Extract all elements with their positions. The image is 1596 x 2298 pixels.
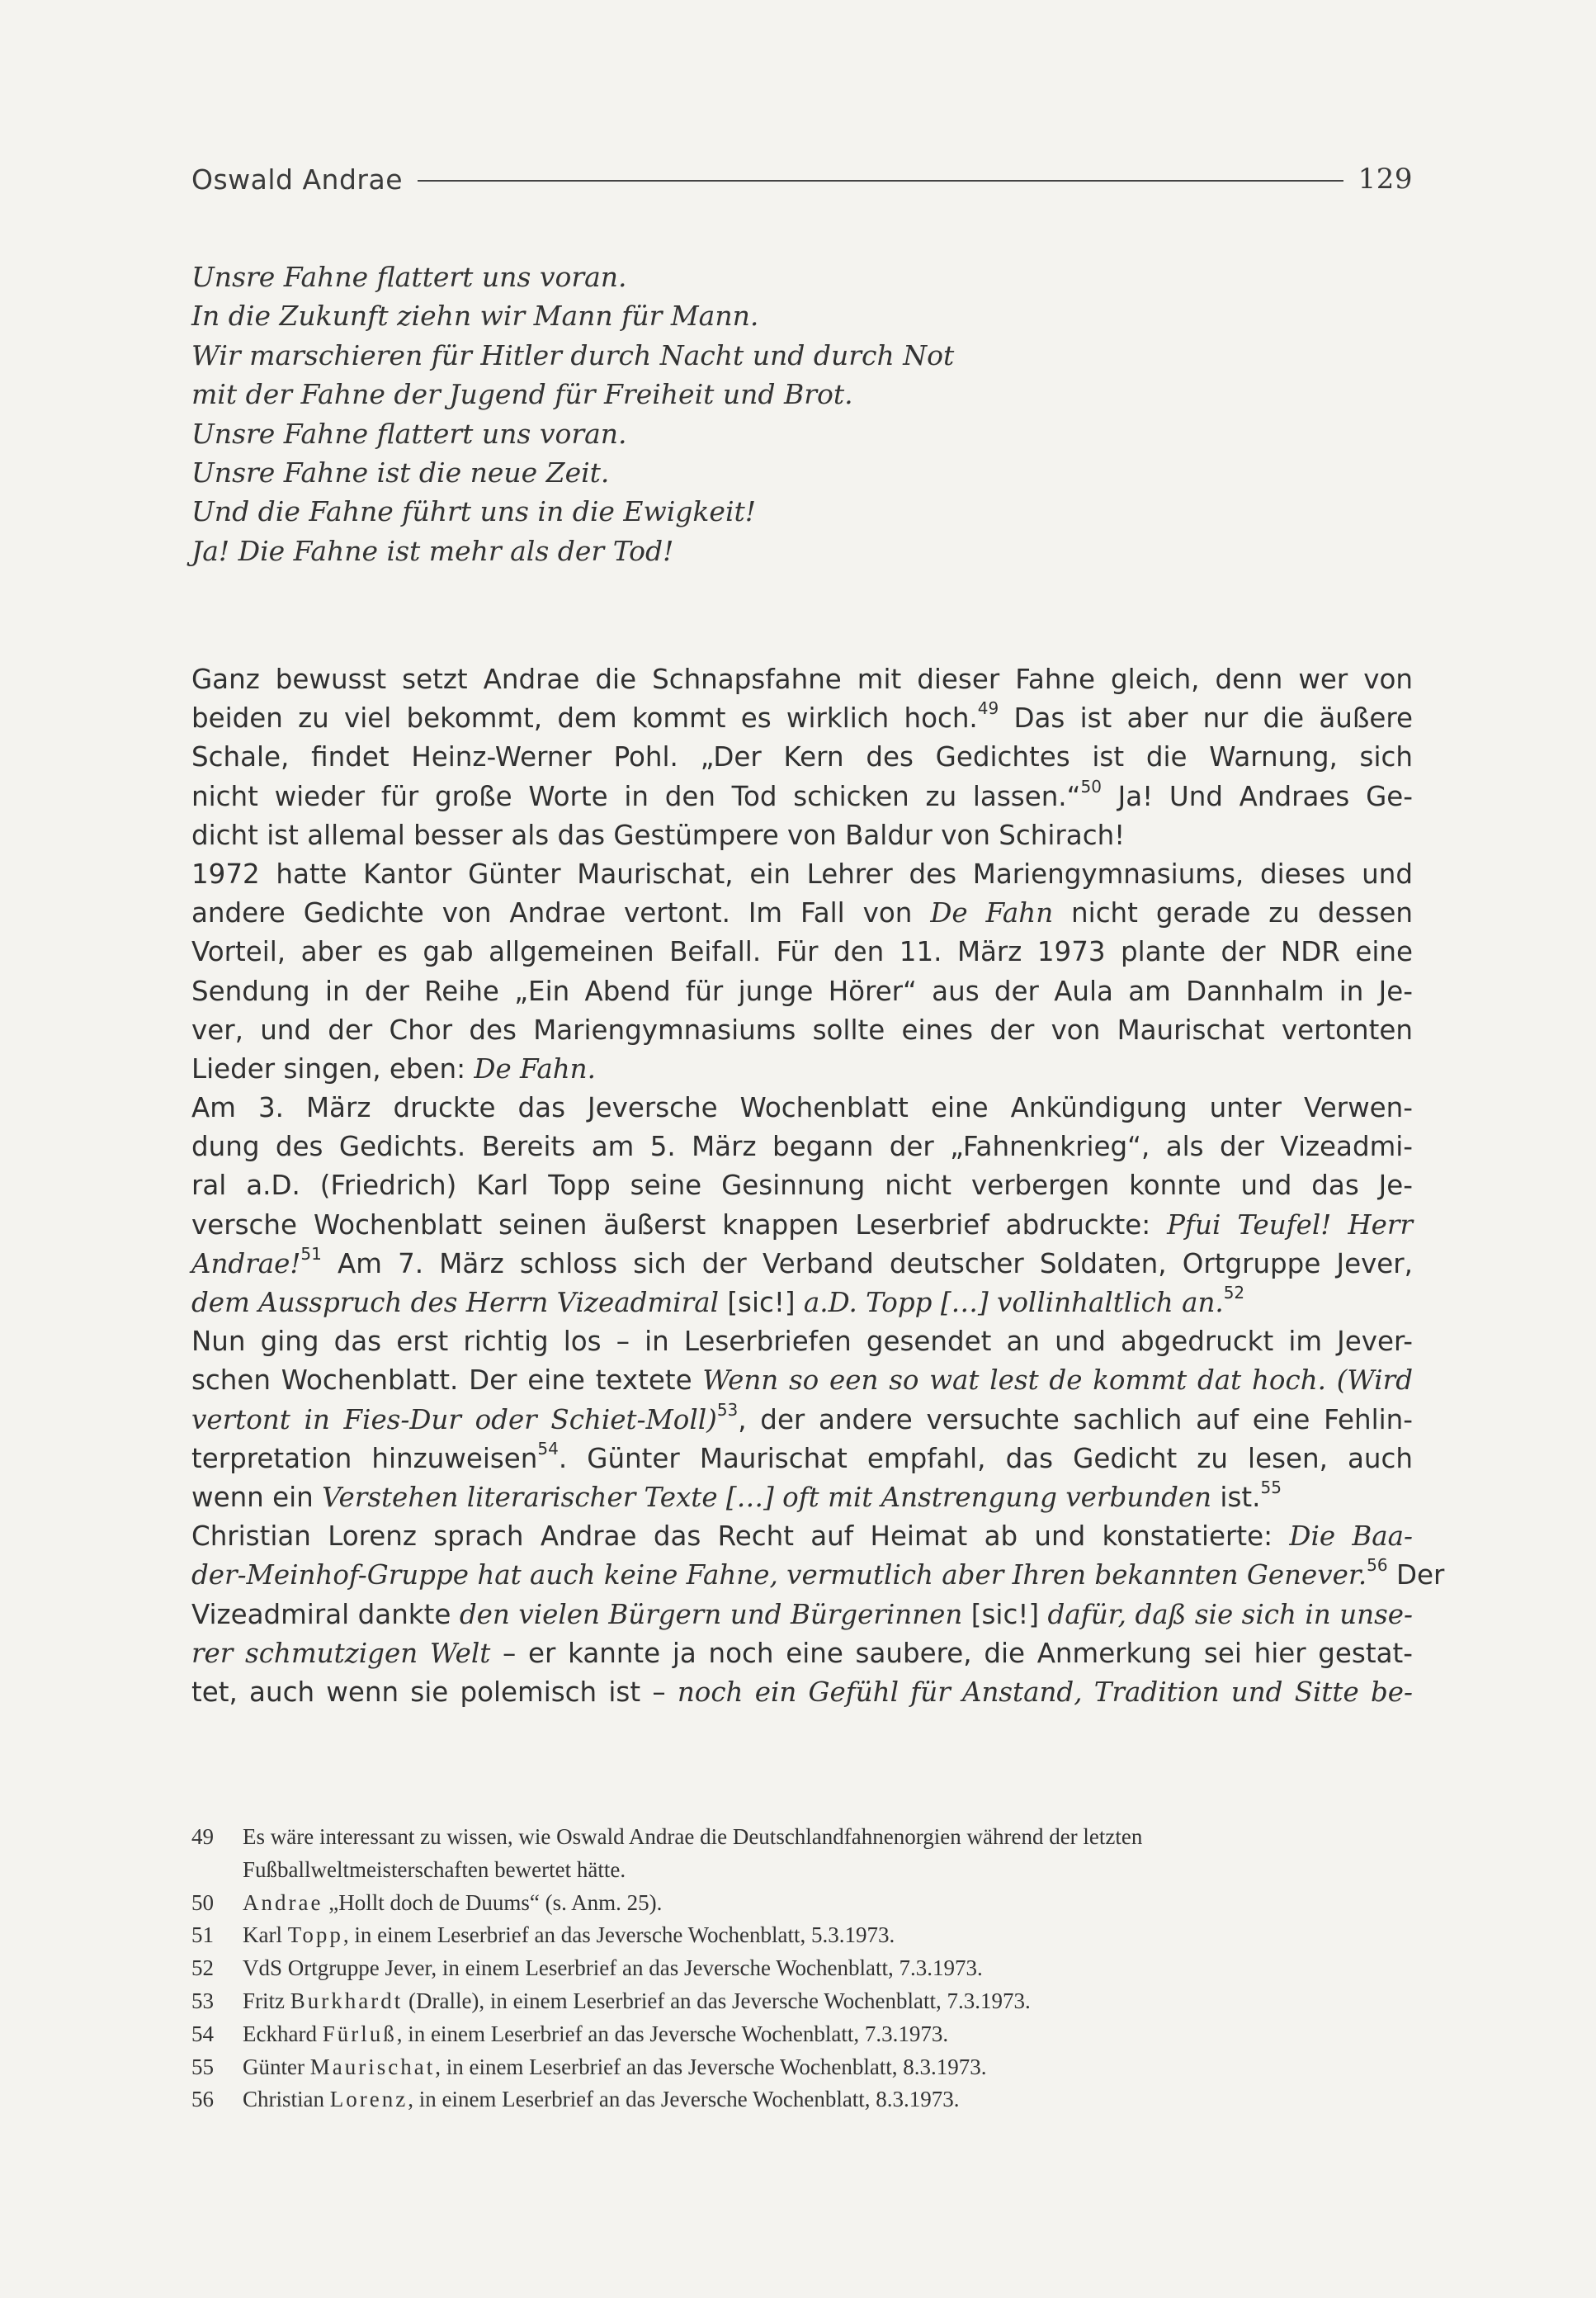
footnote-ref[interactable]: 53 xyxy=(716,1399,739,1420)
header-author: Oswald Andrae xyxy=(191,163,404,196)
footnote xyxy=(191,1887,1413,1920)
body-line: terpretation hinzuweisen$^{54}$. Günter Maurischat empfahl, das Gedicht zu lesen, auch xyxy=(191,1438,1413,1474)
body-line: der-Meinhof-Gruppe hat auch keine Fahne, vermutlich aber Ihren bekannten Genever.$^{56}$ Der xyxy=(191,1555,1445,1591)
poem-line: In die Zukunft ziehn wir Mann für Mann. xyxy=(191,300,759,333)
footnote xyxy=(191,1952,1413,1985)
poem-line: Wir marschieren für Hitler durch Nacht und durch Not xyxy=(191,338,955,371)
footnote-text: , in einem Leserbrief an das Jeversche Wochenblatt, 8.3.1973. xyxy=(408,2087,960,2112)
poem-line: Und die Fahne führt uns in die Ewigkeit! xyxy=(191,495,757,528)
body-line: Am 3. März druckte das Jeversche Wochenblatt eine Ankündigung unter Verwen- xyxy=(191,1092,1413,1124)
poem-quote xyxy=(191,258,1413,570)
footnote-author: Maurischat xyxy=(309,2054,436,2079)
running-header xyxy=(191,157,1413,201)
footnote: 56 Christian Lorenz, in einem Leserbrief an das Jeversche Wochenblatt, 8.3.1973. xyxy=(191,2083,1413,2116)
footnote-ref[interactable]: 49 xyxy=(977,698,999,719)
footnote-number: 54 xyxy=(191,2021,214,2046)
footnote-author: Fürluß xyxy=(322,2021,397,2046)
poem-line: Unsre Fahne flattert uns voran. xyxy=(191,261,627,293)
body-line: Vorteil, aber es gab allgemeinen Beifall. Für den 11. März 1973 plante der NDR eine xyxy=(191,936,1413,968)
footnote-text: , in einem Leserbrief an das Jeversche Wochenblatt, 5.3.1973. xyxy=(342,1922,895,1948)
footnote-ref[interactable]: 55 xyxy=(1260,1477,1282,1497)
footnote-number: 56 xyxy=(191,2087,214,2112)
body-text xyxy=(191,660,1445,1712)
body-line: Nun ging das erst richtig los – in Leserbriefen gesendet an und abgedruckt im Jever- xyxy=(191,1326,1413,1358)
footnote: 53 Fritz Burkhardt (Dralle), in einem Leserbrief an das Jeversche Wochenblatt, 7.3.1973. xyxy=(191,1985,1413,2018)
footnote-text: (Dralle), in einem Leserbrief an das Jeversche Wochenblatt, 7.3.1973. xyxy=(403,1988,1031,2013)
body-line: wenn ein Verstehen literarischer Texte […] oft mit Anstrengung verbunden ist.$^{55}$ xyxy=(191,1477,1282,1513)
page-number: 129 xyxy=(1358,163,1413,196)
body-line: dung des Gedichts. Bereits am 5. März begann der „Fahnenkrieg“, als der Vizeadmi- xyxy=(191,1131,1413,1163)
footnote-ref[interactable]: 51 xyxy=(300,1243,322,1264)
body-line: Vizeadmiral dankte den vielen Bürgern und Bürgerinnen [sic!] dafür, daß sie sich in unse- xyxy=(191,1598,1413,1630)
footnote-text: VdS Ortgruppe Jever, in einem Leserbrief an das Jeversche Wochenblatt, 7.3.1973. xyxy=(243,1955,983,1981)
body-line: Schale, findet Heinz-Werner Pohl. „Der Kern des Gedichtes ist die Warnung, sich xyxy=(191,741,1413,773)
footnote xyxy=(191,1821,1413,1887)
footnote: 54 Eckhard Fürluß, in einem Leserbrief an das Jeversche Wochenblatt, 7.3.1973. xyxy=(191,2018,1413,2051)
body-line: versche Wochenblatt seinen äußerst knappen Leserbrief abdruckte: Pfui Teufel! Herr xyxy=(191,1208,1413,1241)
footnote-ref[interactable]: 56 xyxy=(1367,1555,1388,1576)
body-line: ral a.D. (Friedrich) Karl Topp seine Gesinnung nicht verbergen konnte und das Je- xyxy=(191,1170,1413,1202)
footnote-number: 51 xyxy=(191,1922,214,1948)
footnote-number: 50 xyxy=(191,1889,214,1915)
body-line: 1972 hatte Kantor Günter Maurischat, ein Lehrer des Mariengymnasiums, dieses und xyxy=(191,858,1413,890)
body-line: dem Ausspruch des Herrn Vizeadmiral [sic!] a.D. Topp […] vollinhaltlich an.$^{52}$ xyxy=(191,1283,1245,1318)
footnotes xyxy=(191,1821,1413,2116)
footnote: 55 Günter Maurischat, in einem Leserbrief an das Jeversche Wochenblatt, 8.3.1973. xyxy=(191,2051,1413,2084)
footnote-text: „Hollt doch de Duums“ (s. Anm. 25). xyxy=(323,1889,663,1915)
footnote-author: Andrae xyxy=(243,1889,323,1915)
footnote-number: 52 xyxy=(191,1955,214,1981)
body-line: Lieder singen, eben: De Fahn. xyxy=(191,1052,596,1085)
poem-line: Unsre Fahne flattert uns voran. xyxy=(191,417,627,450)
footnote-text: Fußballweltmeisterschaften bewertet hätte. xyxy=(243,1856,626,1882)
body-line: Sendung in der Reihe „Ein Abend für junge Hörer“ aus der Aula am Dannhalm in Je- xyxy=(191,975,1413,1007)
footnote-number: 55 xyxy=(191,2054,214,2079)
footnote-text: , in einem Leserbrief an das Jeversche Wochenblatt, 7.3.1973. xyxy=(396,2021,949,2046)
footnote-author: Lorenz xyxy=(329,2087,408,2112)
footnote-text: , in einem Leserbrief an das Jeversche Wochenblatt, 8.3.1973. xyxy=(435,2054,987,2079)
footnote-ref[interactable]: 52 xyxy=(1223,1283,1245,1303)
poem-line: Unsre Fahne ist die neue Zeit. xyxy=(191,456,610,489)
body-line: tet, auch wenn sie polemisch ist – noch ein Gefühl für Anstand, Tradition und Sitte be- xyxy=(191,1676,1413,1708)
footnote-author: Burkhardt xyxy=(290,1988,404,2013)
body-line: beiden zu viel bekommt, dem kommt es wirklich hoch.$^{49}$ Das ist aber nur die äußere xyxy=(191,698,1413,735)
body-line: Ganz bewusst setzt Andrae die Schnapsfahne mit dieser Fahne gleich, denn wer von xyxy=(191,664,1413,695)
body-line: andere Gedichte von Andrae vertont. Im Fall von De Fahn nicht gerade zu dessen xyxy=(191,897,1413,929)
body-line: schen Wochenblatt. Der eine textete Wenn so een so wat lest de kommt dat hoch. (Wird xyxy=(191,1364,1413,1397)
body-line: Andrae!$^{51}$ Am 7. März schloss sich der Verband deutscher Soldaten, Ortgruppe Jever, xyxy=(191,1243,1413,1279)
body-line: dicht ist allemal besser als das Gestümpere von Baldur von Schirach! xyxy=(191,819,1126,851)
body-line: ver, und der Chor des Mariengymnasiums sollte eines der von Maurischat vertonten xyxy=(191,1014,1413,1046)
footnote-number: 53 xyxy=(191,1988,214,2013)
body-line: Christian Lorenz sprach Andrae das Recht auf Heimat ab und konstatierte: Die Baa- xyxy=(191,1520,1414,1553)
body-line: rer schmutzigen Welt – er kannte ja noch eine saubere, die Anmerkung sei hier gestat- xyxy=(191,1637,1413,1669)
header-rule xyxy=(418,180,1343,182)
footnote: 51 Karl Topp, in einem Leserbrief an das Jeversche Wochenblatt, 5.3.1973. xyxy=(191,1919,1413,1952)
poem-line: Ja! Die Fahne ist mehr als der Tod! xyxy=(191,534,674,567)
body-line: vertont in Fies-Dur oder Schiet-Moll)$^{53}$, der andere versuchte sachlich auf eine Fehlin- xyxy=(191,1399,1413,1435)
body-line: nicht wieder für große Worte in den Tod schicken zu lassen.“$^{50}$ Ja! Und Andraes Ge- xyxy=(191,776,1413,812)
footnote-ref[interactable]: 50 xyxy=(1080,776,1102,797)
poem-line: mit der Fahne der Jugend für Freiheit und Brot. xyxy=(191,378,853,411)
footnote-number: 49 xyxy=(191,1824,214,1849)
footnote-ref[interactable]: 54 xyxy=(537,1438,559,1459)
footnote-text: Es wäre interessant zu wissen, wie Oswald Andrae die Deutschlandfahnenorgien während der letzten xyxy=(243,1824,1143,1849)
footnote-author: Topp xyxy=(287,1922,343,1948)
